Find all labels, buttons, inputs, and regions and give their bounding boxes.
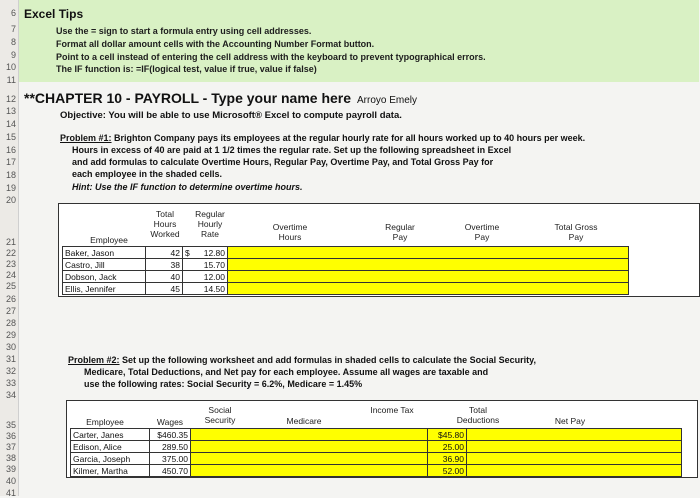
row-number[interactable]: 25 xyxy=(5,281,16,291)
header-regular-rate: Regular Hourly Rate xyxy=(195,209,225,239)
row-number[interactable]: 33 xyxy=(5,378,16,388)
row-number[interactable]: 9 xyxy=(10,50,16,60)
income-tax-cell[interactable]: 25.00 xyxy=(428,441,467,453)
employee-cell[interactable]: Baker, Jason xyxy=(63,247,146,259)
tip-line: Point to a cell instead of entering the cell address with the keyboard to prevent typographical errors. xyxy=(56,52,486,62)
objective-text: Objective: You will be able to use Microsoft® Excel to compute payroll data. xyxy=(60,110,402,121)
header-regular-pay: Regular Pay xyxy=(385,222,415,242)
shaded-formula-cells[interactable] xyxy=(228,247,629,259)
employee-cell[interactable]: Garcia, Joseph xyxy=(71,453,150,465)
shaded-formula-cells[interactable] xyxy=(228,271,629,283)
row-number-gutter xyxy=(0,0,19,496)
table-row xyxy=(71,465,682,477)
row-number[interactable]: 17 xyxy=(5,157,16,167)
row-number[interactable]: 21 xyxy=(5,237,16,247)
problem1-line: each employee in the shaded cells. xyxy=(72,169,223,179)
employee-cell[interactable]: Ellis, Jennifer xyxy=(63,283,146,295)
tip-line: Format all dollar amount cells with the Accounting Number Format button. xyxy=(56,39,375,49)
row-number[interactable]: 18 xyxy=(5,170,16,180)
row-number[interactable]: 30 xyxy=(5,342,16,352)
tip-line: The IF function is: =IF(logical test, value if true, value if false) xyxy=(56,64,317,74)
row-number[interactable]: 41 xyxy=(5,488,16,498)
payroll-table xyxy=(62,246,629,295)
header-overtime-pay: Overtime Pay xyxy=(464,222,500,242)
employee-cell[interactable]: Kilmer, Martha xyxy=(71,465,150,477)
problem1-line xyxy=(60,133,585,143)
income-tax-cell[interactable]: $45.80 xyxy=(428,429,467,441)
header-total-gross-pay: Total Gross Pay xyxy=(554,222,598,242)
wages-cell[interactable]: 289.50 xyxy=(150,441,191,453)
wages-cell[interactable]: 375.00 xyxy=(150,453,191,465)
row-number[interactable]: 8 xyxy=(10,37,16,47)
row-number[interactable]: 12 xyxy=(5,94,16,104)
problem1-line: Hours in excess of 40 are paid at 1 1/2 times the regular rate. Set up the following spreadsheet in Excel xyxy=(72,145,512,155)
shaded-formula-cells[interactable] xyxy=(467,453,682,465)
problem2-text: Set up the following worksheet and add formulas in shaded cells to calculate the Social Security, xyxy=(119,355,536,365)
shaded-formula-cells[interactable] xyxy=(191,453,428,465)
row-number[interactable]: 36 xyxy=(5,431,16,441)
excel-tips-heading: Excel Tips xyxy=(24,7,84,21)
table-row xyxy=(71,441,682,453)
dollar-sign: $ xyxy=(185,247,190,258)
problem1-line: and add formulas to calculate Overtime Hours, Regular Pay, Overtime Pay, and Total Gross Pay for xyxy=(72,157,494,167)
income-tax-cell[interactable]: 36.90 xyxy=(428,453,467,465)
rate-cell[interactable] xyxy=(183,247,228,259)
row-number[interactable]: 6 xyxy=(10,8,16,18)
row-number[interactable]: 10 xyxy=(5,62,16,72)
income-tax-cell[interactable]: 52.00 xyxy=(428,465,467,477)
table-row xyxy=(63,283,629,295)
row-number[interactable]: 11 xyxy=(6,75,16,85)
row-number[interactable]: 7 xyxy=(10,24,16,34)
row-number[interactable]: 27 xyxy=(5,306,16,316)
shaded-formula-cells[interactable] xyxy=(228,259,629,271)
row-number[interactable]: 38 xyxy=(5,453,16,463)
header-total-deductions: Total Deductions xyxy=(456,405,500,425)
rate-cell[interactable]: 12.00 xyxy=(183,271,228,283)
hours-cell[interactable]: 38 xyxy=(146,259,183,271)
row-number[interactable]: 15 xyxy=(5,132,16,142)
row-number[interactable]: 20 xyxy=(5,195,16,205)
employee-cell[interactable]: Dobson, Jack xyxy=(63,271,146,283)
header-total-hours: Total Hours Worked xyxy=(150,209,180,239)
rate-cell[interactable]: 15.70 xyxy=(183,259,228,271)
deductions-table xyxy=(70,428,682,477)
shaded-formula-cells[interactable] xyxy=(191,465,428,477)
shaded-formula-cells[interactable] xyxy=(467,441,682,453)
wages-cell[interactable]: 450.70 xyxy=(150,465,191,477)
row-number[interactable]: 39 xyxy=(5,464,16,474)
problem2-label: Problem #2: xyxy=(68,355,120,365)
row-number[interactable]: 22 xyxy=(5,248,16,258)
row-number[interactable]: 29 xyxy=(5,330,16,340)
table-row xyxy=(71,429,682,441)
row-number[interactable]: 16 xyxy=(5,145,16,155)
shaded-formula-cells[interactable] xyxy=(467,429,682,441)
header-wages: Wages xyxy=(156,417,184,427)
shaded-formula-cells[interactable] xyxy=(191,441,428,453)
shaded-formula-cells[interactable] xyxy=(467,465,682,477)
row-number[interactable]: 28 xyxy=(5,318,16,328)
header-employee: Employee xyxy=(86,417,124,427)
header-medicare: Medicare xyxy=(286,416,322,426)
header-income-tax: Income Tax xyxy=(370,405,414,415)
row-number[interactable]: 13 xyxy=(5,106,16,116)
chapter-title-text: **CHAPTER 10 - PAYROLL - Type your name here xyxy=(24,90,352,106)
shaded-formula-cells[interactable] xyxy=(228,283,629,295)
row-number[interactable]: 19 xyxy=(5,183,16,193)
row-number[interactable]: 40 xyxy=(5,476,16,486)
table-row xyxy=(63,271,629,283)
header-social-security: Social Security xyxy=(204,405,236,425)
problem2-line: Medicare, Total Deductions, and Net pay for each employee. Assume all wages are taxable and xyxy=(84,367,489,377)
problem2-line: use the following rates: Social Security = 6.2%, Medicare = 1.45% xyxy=(84,379,363,389)
problem1-label: Problem #1: xyxy=(60,133,112,143)
row-number[interactable]: 37 xyxy=(5,442,16,452)
row-number[interactable]: 26 xyxy=(5,294,16,304)
row-number[interactable]: 32 xyxy=(5,366,16,376)
chapter-title xyxy=(24,90,417,106)
table-row xyxy=(71,453,682,465)
shaded-formula-cells[interactable] xyxy=(191,429,428,441)
tip-line: Use the = sign to start a formula entry using cell addresses. xyxy=(56,26,312,36)
row-number[interactable]: 23 xyxy=(5,259,16,269)
problem1-hint: Hint: Use the IF function to determine overtime hours. xyxy=(72,182,303,192)
table-row xyxy=(63,259,629,271)
header-employee: Employee xyxy=(90,235,128,245)
row-number[interactable]: 35 xyxy=(5,420,16,430)
rate-value: 12.80 xyxy=(203,247,225,258)
rate-cell[interactable]: 14.50 xyxy=(183,283,228,295)
hours-cell[interactable]: 40 xyxy=(146,271,183,283)
header-net-pay: Net Pay xyxy=(554,416,586,426)
row-number[interactable]: 31 xyxy=(5,354,16,364)
problem1-text: Brighton Company pays its employees at the regular hourly rate for all hours worked up to 40 hours per week. xyxy=(111,133,586,143)
row-number[interactable]: 24 xyxy=(5,270,16,280)
employee-cell[interactable]: Carter, Janes xyxy=(71,429,150,441)
wages-cell[interactable]: $460.35 xyxy=(150,429,191,441)
problem2-line xyxy=(68,355,536,365)
row-number[interactable]: 14 xyxy=(5,119,16,129)
row-number[interactable]: 34 xyxy=(5,390,16,400)
table-row xyxy=(63,247,629,259)
employee-cell[interactable]: Castro, Jill xyxy=(63,259,146,271)
header-overtime-hours: Overtime Hours xyxy=(272,222,308,242)
employee-cell[interactable]: Edison, Alice xyxy=(71,441,150,453)
student-name[interactable]: Arroyo Emely xyxy=(357,95,418,106)
hours-cell[interactable]: 45 xyxy=(146,283,183,295)
hours-cell[interactable]: 42 xyxy=(146,247,183,259)
